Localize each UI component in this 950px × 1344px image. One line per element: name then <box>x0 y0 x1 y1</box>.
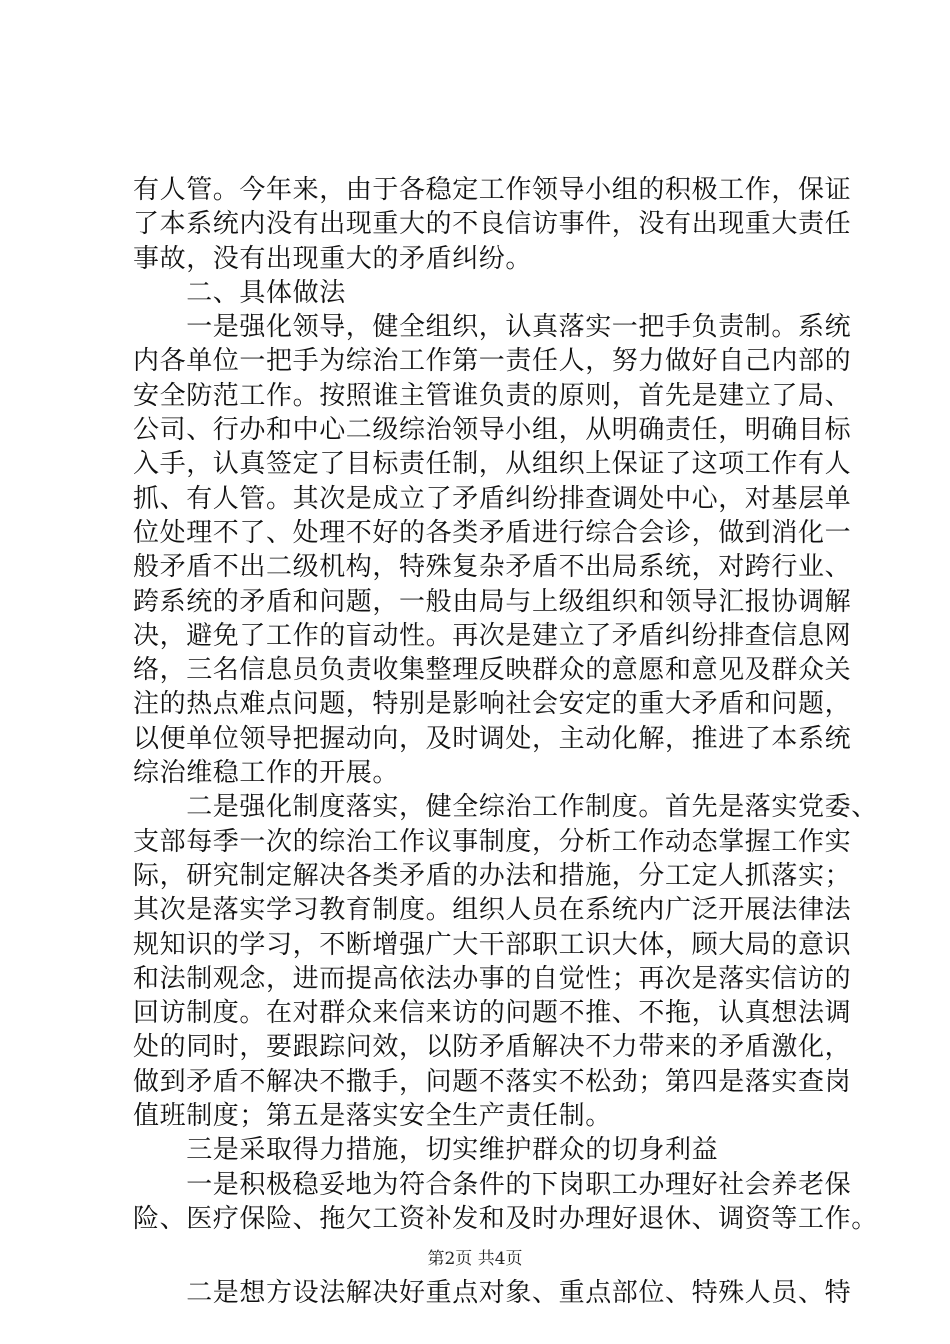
text-line: 入手，认真签定了目标责任制，从组织上保证了这项工作有人 <box>133 449 852 480</box>
page-footer <box>0 1244 950 1269</box>
text-line: 公司、行办和中心二级综治领导小组，从明确责任，明确目标 <box>133 415 852 446</box>
section-heading: 二、具体做法 <box>133 277 346 308</box>
text-line: 了本系统内没有出现重大的不良信访事件，没有出现重大责任 <box>133 209 852 240</box>
text-line: 险、医疗保险、拖欠工资补发和及时办理好退休、调资等工作。 <box>133 1203 878 1234</box>
text-line: 做到矛盾不解决不撒手，问题不落实不松劲；第四是落实查岗 <box>133 1066 852 1097</box>
text-line: 际，研究制定解决各类矛盾的办法和措施，分工定人抓落实； <box>133 860 852 891</box>
text-line: 规知识的学习，不断增强广大干部职工识大体，顾大局的意识 <box>133 929 852 960</box>
text-line: 综治维稳工作的开展。 <box>133 758 400 789</box>
text-line: 值班制度；第五是落实安全生产责任制。 <box>133 1101 612 1132</box>
text-line: 以便单位领导把握动向，及时调处，主动化解，推进了本系统 <box>133 723 852 754</box>
text-line: 络，三名信息员负责收集整理反映群众的意愿和意见及群众关 <box>133 655 852 686</box>
text-line: 有人管。今年来，由于各稳定工作领导小组的积极工作，保证 <box>133 175 852 205</box>
page-number: 第2页 共4页 <box>427 1249 523 1269</box>
text-line: 抓、有人管。其次是成立了矛盾纠纷排查调处中心，对基层单 <box>133 483 852 514</box>
text-line: 二是想方设法解决好重点对象、重点部位、特殊人员、特 <box>133 1278 852 1309</box>
text-line: 般矛盾不出二级机构，特殊复杂矛盾不出局系统，对跨行业、 <box>133 552 852 583</box>
text-line: 其次是落实学习教育制度。组织人员在系统内广泛开展法律法 <box>133 895 852 926</box>
text-line: 支部每季一次的综治工作议事制度，分析工作动态掌握工作实 <box>133 826 852 857</box>
text-line: 一是积极稳妥地为符合条件的下岗职工办理好社会养老保 <box>133 1169 852 1200</box>
text-line: 回访制度。在对群众来信来访的问题不推、不拖，认真想法调 <box>133 998 852 1029</box>
text-line: 处的同时，要跟踪问效，以防矛盾解决不力带来的矛盾激化， <box>133 1032 852 1063</box>
text-line: 一是强化领导，健全组织，认真落实一把手负责制。系统 <box>133 312 852 343</box>
text-line: 二是强化制度落实，健全综治工作制度。首先是落实党委、 <box>133 792 878 823</box>
body-text <box>133 173 878 1311</box>
text-line: 事故，没有出现重大的矛盾纠纷。 <box>133 243 533 274</box>
text-line: 跨系统的矛盾和问题，一般由局与上级组织和领导汇报协调解 <box>133 586 852 617</box>
text-line: 位处理不了、处理不好的各类矛盾进行综合会诊，做到消化一 <box>133 517 852 548</box>
text-line: 安全防范工作。按照谁主管谁负责的原则，首先是建立了局、 <box>133 380 852 411</box>
text-line: 三是采取得力措施，切实维护群众的切身利益 <box>133 1135 719 1166</box>
text-line: 内各单位一把手为综治工作第一责任人，努力做好自己内部的 <box>133 346 852 377</box>
text-line: 决，避免了工作的盲动性。再次是建立了矛盾纠纷排查信息网 <box>133 620 852 651</box>
text-line: 注的热点难点问题，特别是影响社会安定的重大矛盾和问题， <box>133 689 852 720</box>
text-line: 和法制观念，进而提高依法办事的自觉性；再次是落实信访的 <box>133 963 852 994</box>
